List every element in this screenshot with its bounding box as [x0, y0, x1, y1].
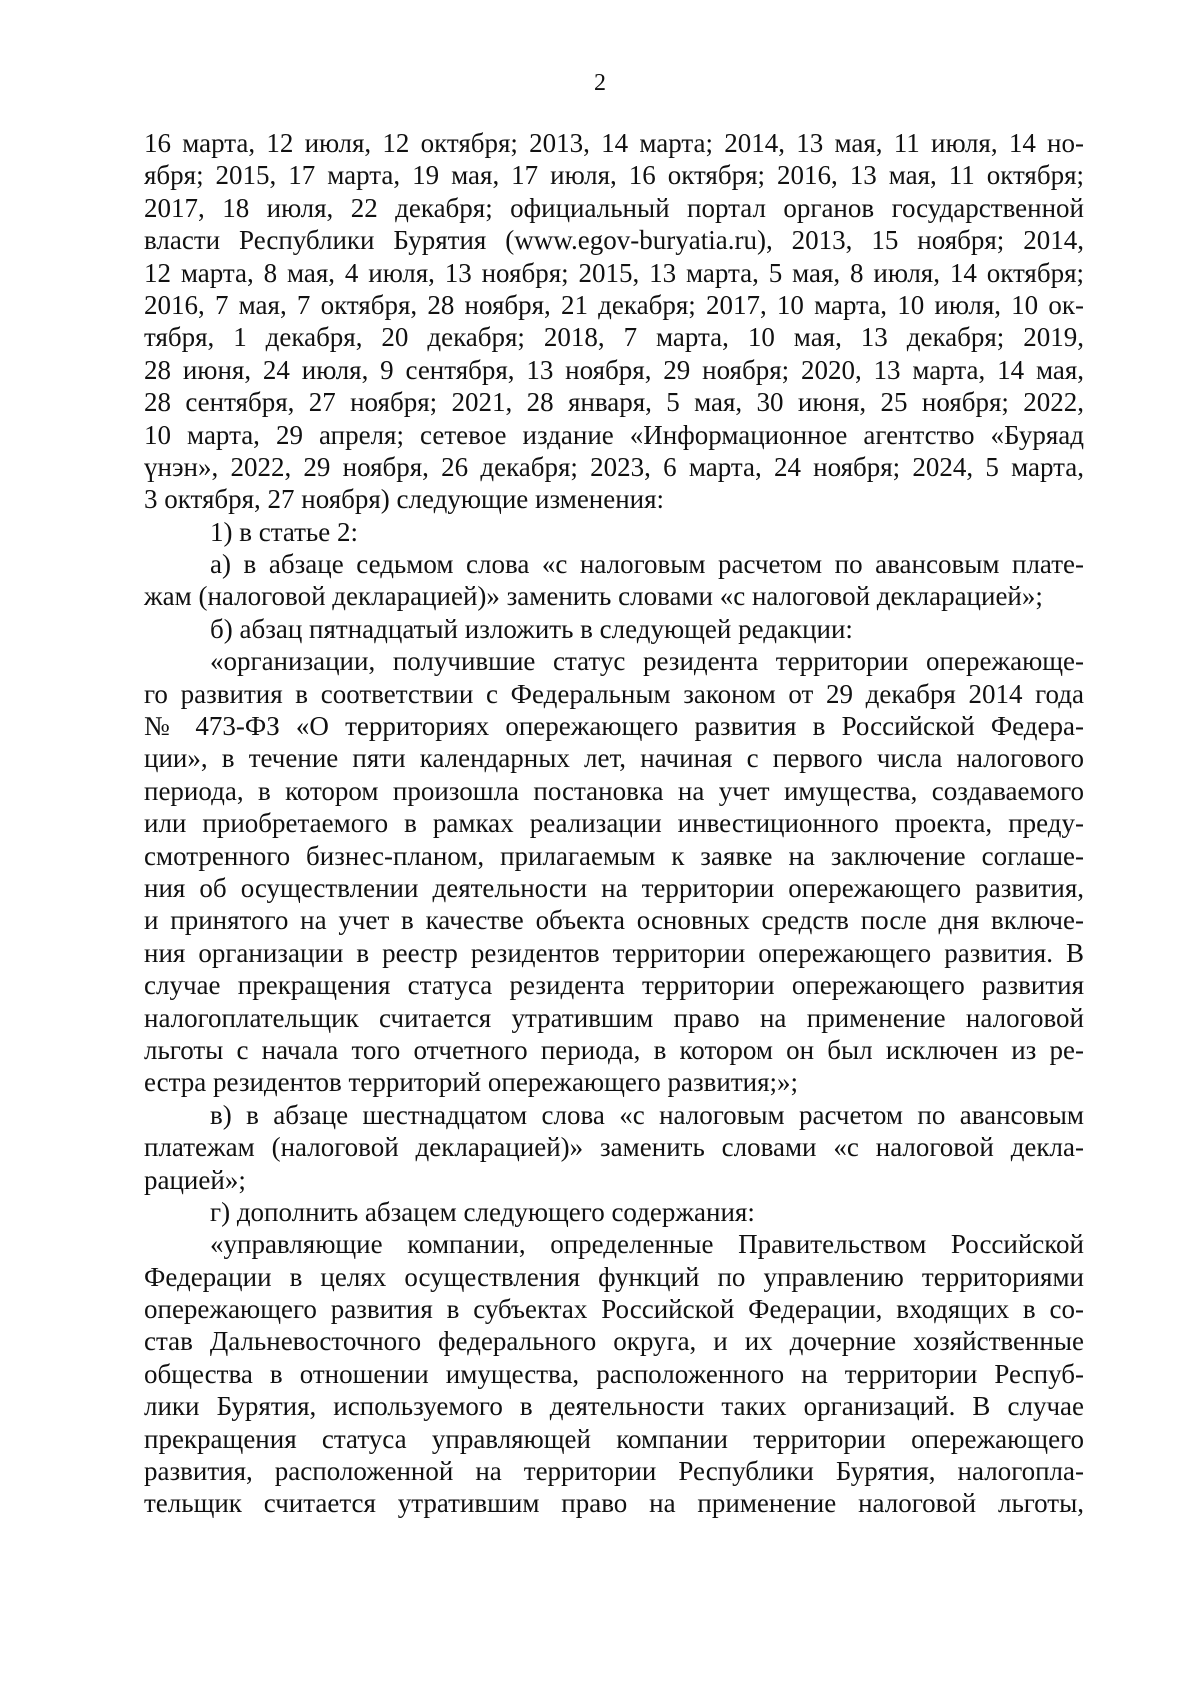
text-line: 1) в статье 2:	[210, 516, 358, 547]
text-line: естра резидентов территорий опережающего развития;»;	[144, 1067, 799, 1098]
document-body	[144, 127, 1084, 1520]
text-line: а) в абзаце седьмом слова «с налоговым расчетом по авансовым плате-	[210, 549, 1084, 580]
text-line: прекращения статуса управляющей компании территории опережающего	[144, 1423, 1084, 1454]
text-line: лики Бурятия, используемого в деятельности таких организаций. В случае	[144, 1391, 1084, 1422]
text-line: 2016, 7 мая, 7 октября, 28 ноября, 21 декабря; 2017, 10 марта, 10 июля, 10 ок-	[144, 289, 1084, 320]
text-line: в) в абзаце шестнадцатом слова «с налоговым расчетом по авансовым	[210, 1099, 1084, 1130]
text-line: 28 сентября, 27 ноября; 2021, 28 января, 5 мая, 30 июня, 25 ноября; 2022,	[144, 387, 1084, 418]
text-line: периода, в котором произошла постановка на учет имущества, создаваемого	[144, 775, 1084, 806]
text-line: 12 марта, 8 мая, 4 июля, 13 ноября; 2015, 13 марта, 5 мая, 8 июля, 14 октября;	[144, 257, 1084, 288]
text-line: льготы с начала того отчетного периода, в котором он был исключен из ре-	[144, 1034, 1084, 1065]
text-line: 28 июня, 24 июля, 9 сентября, 13 ноября, 29 ноября; 2020, 13 марта, 14 мая,	[144, 354, 1084, 385]
text-line: б) абзац пятнадцатый изложить в следующей редакции:	[210, 613, 853, 644]
page-number: 2	[594, 70, 606, 96]
text-line: ября; 2015, 17 марта, 19 мая, 17 июля, 16 октября; 2016, 13 мая, 11 октября;	[144, 160, 1084, 191]
text-line: ния организации в реестр резидентов территории опережающего развития. В	[144, 937, 1084, 968]
text-line: случае прекращения статуса резидента территории опережающего развития	[144, 970, 1084, 1001]
text-line: развития, расположенной на территории Республики Бурятия, налогопла-	[144, 1456, 1084, 1487]
text-line: «управляющие компании, определенные Правительством Российской	[210, 1229, 1084, 1260]
text-line: тельщик считается утратившим право на применение налоговой льготы,	[144, 1488, 1084, 1519]
text-line: платежам (налоговой декларацией)» заменить словами «с налоговой декла-	[144, 1132, 1084, 1163]
text-line: и принятого на учет в качестве объекта основных средств после дня включе-	[144, 905, 1084, 936]
text-line: 3 октября, 27 ноября) следующие изменения:	[144, 484, 665, 515]
text-line: рацией»;	[144, 1164, 246, 1195]
text-line: или приобретаемого в рамках реализации инвестиционного проекта, преду-	[144, 808, 1084, 839]
text-line: став Дальневосточного федерального округа, и их дочерние хозяйственные	[144, 1326, 1084, 1357]
text-line: смотренного бизнес-планом, прилагаемым к заявке на заключение соглаше-	[144, 840, 1084, 871]
text-line: опережающего развития в субъектах Российской Федерации, входящих в со-	[144, 1294, 1084, 1325]
text-line: 16 марта, 12 июля, 12 октября; 2013, 14 марта; 2014, 13 мая, 11 июля, 14 но-	[144, 128, 1084, 158]
text-line: үнэн», 2022, 29 ноября, 26 декабря; 2023, 6 марта, 24 ноября; 2024, 5 марта,	[144, 451, 1084, 482]
text-line: 2017, 18 июля, 22 декабря; официальный портал органов государственной	[144, 192, 1084, 223]
text-line: «организации, получившие статус резидента территории опережающе-	[210, 646, 1084, 677]
text-line: ния об осуществлении деятельности на территории опережающего развития,	[144, 872, 1084, 903]
text-line: г) дополнить абзацем следующего содержания:	[210, 1196, 755, 1227]
text-line: Федерации в целях осуществления функций по управлению территориями	[144, 1261, 1084, 1292]
text-line: № 473-ФЗ «О территориях опережающего развития в Российской Федера-	[144, 711, 1084, 742]
text-line: тября, 1 декабря, 20 декабря; 2018, 7 марта, 10 мая, 13 декабря; 2019,	[144, 322, 1084, 353]
text-line: жам (налоговой декларацией)» заменить словами «с налоговой декларацией»;	[144, 581, 1043, 612]
text-line: общества в отношении имущества, расположенного на территории Респуб-	[144, 1358, 1084, 1389]
text-line: го развития в соответствии с Федеральным законом от 29 декабря 2014 года	[144, 678, 1084, 709]
text-line: налогоплательщик считается утратившим право на применение налоговой	[144, 1002, 1084, 1033]
text-line: ции», в течение пяти календарных лет, начиная с первого числа налогового	[144, 743, 1084, 774]
text-line: 10 марта, 29 апреля; сетевое издание «Информационное агентство «Буряад	[144, 419, 1084, 450]
text-line: власти Республики Бурятия (www.egov-buryatia.ru), 2013, 15 ноября; 2014,	[144, 225, 1084, 256]
